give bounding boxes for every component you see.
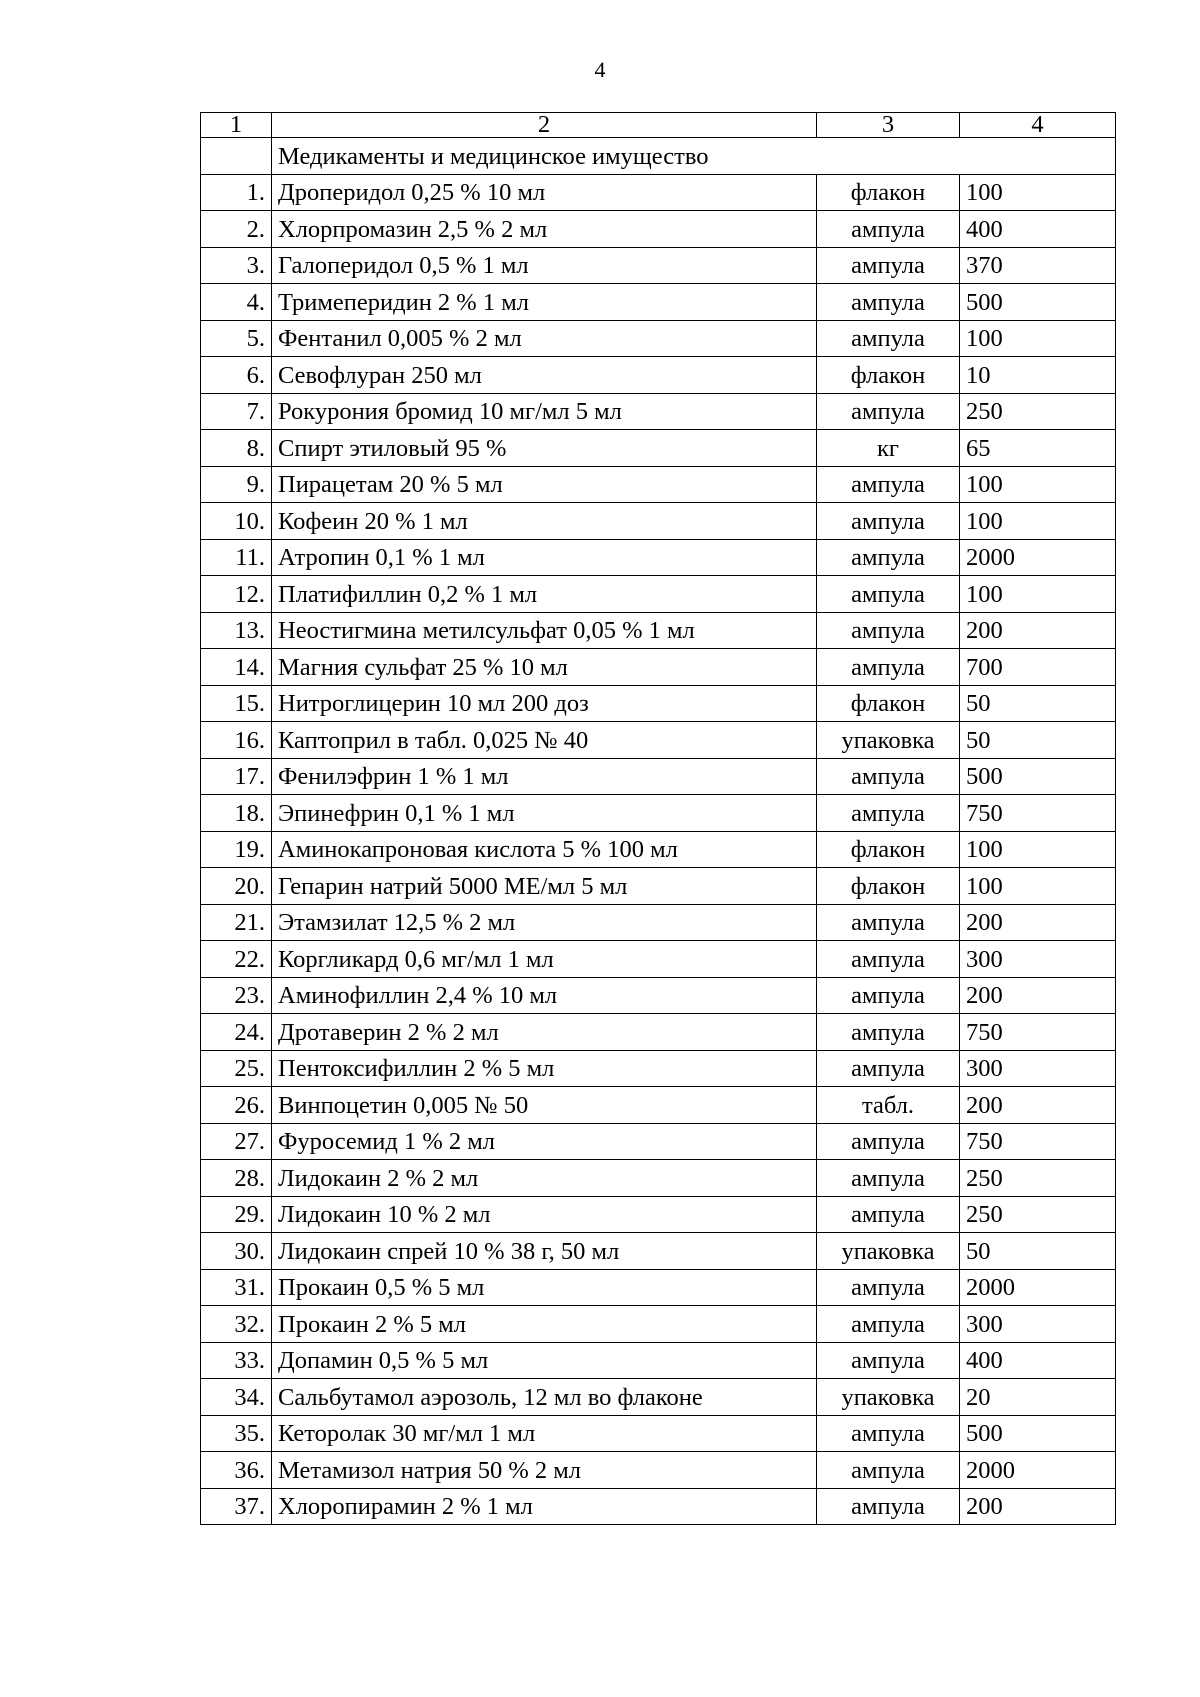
- unit-cell: ампула: [817, 1050, 960, 1087]
- row-number-cell: 28.: [201, 1160, 272, 1197]
- row-number-cell: 37.: [201, 1488, 272, 1525]
- table-row: [201, 868, 1116, 905]
- quantity-cell: 200: [960, 1488, 1116, 1525]
- medication-name-cell: Фуросемид 1 % 2 мл: [272, 1123, 817, 1160]
- table-row: [201, 795, 1116, 832]
- medication-name-cell: Магния сульфат 25 % 10 мл: [272, 649, 817, 686]
- table-row: [201, 247, 1116, 284]
- row-number-cell: 10.: [201, 503, 272, 540]
- unit-cell: флакон: [817, 685, 960, 722]
- medication-name-cell: Аминокапроновая кислота 5 % 100 мл: [272, 831, 817, 868]
- row-number-cell: 17.: [201, 758, 272, 795]
- table-row: [201, 1306, 1116, 1343]
- quantity-cell: 100: [960, 503, 1116, 540]
- quantity-cell: 300: [960, 1050, 1116, 1087]
- quantity-cell: 500: [960, 758, 1116, 795]
- unit-cell: ампула: [817, 320, 960, 357]
- row-number-cell: 29.: [201, 1196, 272, 1233]
- quantity-cell: 10: [960, 357, 1116, 394]
- medication-name-cell: Рокурония бромид 10 мг/мл 5 мл: [272, 393, 817, 430]
- medication-name-cell: Хлорпромазин 2,5 % 2 мл: [272, 211, 817, 248]
- unit-cell: флакон: [817, 831, 960, 868]
- quantity-cell: 500: [960, 284, 1116, 321]
- unit-cell: ампула: [817, 1269, 960, 1306]
- quantity-cell: 700: [960, 649, 1116, 686]
- table-row: [201, 1087, 1116, 1124]
- row-number-cell: 2.: [201, 211, 272, 248]
- unit-cell: ампула: [817, 466, 960, 503]
- unit-cell: ампула: [817, 1488, 960, 1525]
- unit-cell: флакон: [817, 357, 960, 394]
- row-number-cell: 7.: [201, 393, 272, 430]
- row-number-cell: 30.: [201, 1233, 272, 1270]
- medication-name-cell: Атропин 0,1 % 1 мл: [272, 539, 817, 576]
- quantity-cell: 400: [960, 1342, 1116, 1379]
- row-number-cell: 4.: [201, 284, 272, 321]
- row-number-cell: 15.: [201, 685, 272, 722]
- unit-cell: ампула: [817, 941, 960, 978]
- quantity-cell: 200: [960, 1087, 1116, 1124]
- row-number-cell: 16.: [201, 722, 272, 759]
- unit-cell: ампула: [817, 284, 960, 321]
- unit-cell: ампула: [817, 211, 960, 248]
- quantity-cell: 300: [960, 941, 1116, 978]
- header-row: [201, 113, 1116, 138]
- quantity-cell: 370: [960, 247, 1116, 284]
- table-row: [201, 1452, 1116, 1489]
- quantity-cell: 200: [960, 977, 1116, 1014]
- medication-name-cell: Лидокаин 2 % 2 мл: [272, 1160, 817, 1197]
- quantity-cell: 300: [960, 1306, 1116, 1343]
- quantity-cell: 2000: [960, 539, 1116, 576]
- row-number-cell: 12.: [201, 576, 272, 613]
- table-row: [201, 1233, 1116, 1270]
- row-number-cell: 35.: [201, 1415, 272, 1452]
- medication-name-cell: Этамзилат 12,5 % 2 мл: [272, 904, 817, 941]
- unit-cell: ампула: [817, 612, 960, 649]
- medication-name-cell: Галоперидол 0,5 % 1 мл: [272, 247, 817, 284]
- page-number: 4: [594, 57, 606, 82]
- quantity-cell: 100: [960, 466, 1116, 503]
- medication-name-cell: Прокаин 2 % 5 мл: [272, 1306, 817, 1343]
- medication-name-cell: Хлоропирамин 2 % 1 мл: [272, 1488, 817, 1525]
- column-header-2: 2: [272, 113, 817, 138]
- unit-cell: ампула: [817, 1160, 960, 1197]
- row-number-cell: 6.: [201, 357, 272, 394]
- unit-cell: ампула: [817, 758, 960, 795]
- medication-name-cell: Фентанил 0,005 % 2 мл: [272, 320, 817, 357]
- table-row: [201, 722, 1116, 759]
- unit-cell: ампула: [817, 1342, 960, 1379]
- row-number-cell: 8.: [201, 430, 272, 467]
- row-number-cell: 20.: [201, 868, 272, 905]
- medication-name-cell: Тримеперидин 2 % 1 мл: [272, 284, 817, 321]
- quantity-cell: 100: [960, 320, 1116, 357]
- quantity-cell: 400: [960, 211, 1116, 248]
- quantity-cell: 250: [960, 1196, 1116, 1233]
- table-row: [201, 1123, 1116, 1160]
- medication-name-cell: Дротаверин 2 % 2 мл: [272, 1014, 817, 1051]
- table-row: [201, 466, 1116, 503]
- table-row: [201, 503, 1116, 540]
- medication-name-cell: Дроперидол 0,25 % 10 мл: [272, 174, 817, 211]
- row-number-cell: 13.: [201, 612, 272, 649]
- table-row: [201, 430, 1116, 467]
- unit-cell: ампула: [817, 1452, 960, 1489]
- row-number-cell: 32.: [201, 1306, 272, 1343]
- section-title: Медикаменты и медицинское имущество: [272, 138, 1116, 175]
- column-header-4: 4: [960, 113, 1116, 138]
- table-row: [201, 357, 1116, 394]
- quantity-cell: 50: [960, 722, 1116, 759]
- unit-cell: ампула: [817, 539, 960, 576]
- quantity-cell: 20: [960, 1379, 1116, 1416]
- unit-cell: ампула: [817, 1306, 960, 1343]
- unit-cell: ампула: [817, 1123, 960, 1160]
- unit-cell: упаковка: [817, 722, 960, 759]
- row-number-cell: 9.: [201, 466, 272, 503]
- row-number-cell: 23.: [201, 977, 272, 1014]
- row-number-cell: 3.: [201, 247, 272, 284]
- row-number-cell: 21.: [201, 904, 272, 941]
- table-row: [201, 1269, 1116, 1306]
- row-number-cell: 14.: [201, 649, 272, 686]
- quantity-cell: 250: [960, 393, 1116, 430]
- unit-cell: ампула: [817, 649, 960, 686]
- unit-cell: ампула: [817, 576, 960, 613]
- table-row: [201, 685, 1116, 722]
- unit-cell: ампула: [817, 503, 960, 540]
- medication-name-cell: Пирацетам 20 % 5 мл: [272, 466, 817, 503]
- table-row: [201, 1196, 1116, 1233]
- medication-name-cell: Фенилэфрин 1 % 1 мл: [272, 758, 817, 795]
- medication-name-cell: Нитроглицерин 10 мл 200 доз: [272, 685, 817, 722]
- unit-cell: ампула: [817, 977, 960, 1014]
- quantity-cell: 200: [960, 612, 1116, 649]
- table-row: [201, 649, 1116, 686]
- unit-cell: кг: [817, 430, 960, 467]
- row-number-cell: 24.: [201, 1014, 272, 1051]
- row-number-cell: 33.: [201, 1342, 272, 1379]
- quantity-cell: 50: [960, 685, 1116, 722]
- table-row: [201, 211, 1116, 248]
- medication-name-cell: Кофеин 20 % 1 мл: [272, 503, 817, 540]
- medication-name-cell: Аминофиллин 2,4 % 10 мл: [272, 977, 817, 1014]
- table-row: [201, 284, 1116, 321]
- row-number-cell: 36.: [201, 1452, 272, 1489]
- unit-cell: ампула: [817, 904, 960, 941]
- row-number-cell: 5.: [201, 320, 272, 357]
- unit-cell: упаковка: [817, 1379, 960, 1416]
- quantity-cell: 750: [960, 1014, 1116, 1051]
- table-row: [201, 1050, 1116, 1087]
- medication-name-cell: Пентоксифиллин 2 % 5 мл: [272, 1050, 817, 1087]
- row-number-cell: 22.: [201, 941, 272, 978]
- table-row: [201, 758, 1116, 795]
- unit-cell: флакон: [817, 868, 960, 905]
- unit-cell: ампула: [817, 1196, 960, 1233]
- unit-cell: ампула: [817, 247, 960, 284]
- table-row: [201, 941, 1116, 978]
- row-number-cell: 18.: [201, 795, 272, 832]
- table-row: [201, 320, 1116, 357]
- row-number-cell: 25.: [201, 1050, 272, 1087]
- quantity-cell: 65: [960, 430, 1116, 467]
- table-row: [201, 1379, 1116, 1416]
- medication-name-cell: Каптоприл в табл. 0,025 № 40: [272, 722, 817, 759]
- medication-name-cell: Винпоцетин 0,005 № 50: [272, 1087, 817, 1124]
- row-number-cell: 31.: [201, 1269, 272, 1306]
- column-header-1: 1: [201, 113, 272, 138]
- table-row: [201, 612, 1116, 649]
- table-row: [201, 174, 1116, 211]
- table-row: [201, 977, 1116, 1014]
- unit-cell: ампула: [817, 1415, 960, 1452]
- medication-name-cell: Эпинефрин 0,1 % 1 мл: [272, 795, 817, 832]
- medication-name-cell: Гепарин натрий 5000 МЕ/мл 5 мл: [272, 868, 817, 905]
- medication-name-cell: Коргликард 0,6 мг/мл 1 мл: [272, 941, 817, 978]
- table-row: [201, 1488, 1116, 1525]
- row-number-cell: 26.: [201, 1087, 272, 1124]
- quantity-cell: 2000: [960, 1269, 1116, 1306]
- quantity-cell: 200: [960, 904, 1116, 941]
- medication-name-cell: Метамизол натрия 50 % 2 мл: [272, 1452, 817, 1489]
- table-row: [201, 1342, 1116, 1379]
- row-number-cell: 1.: [201, 174, 272, 211]
- table-row: [201, 1160, 1116, 1197]
- unit-cell: табл.: [817, 1087, 960, 1124]
- medication-name-cell: Сальбутамол аэрозоль, 12 мл во флаконе: [272, 1379, 817, 1416]
- quantity-cell: 500: [960, 1415, 1116, 1452]
- row-number-cell: 34.: [201, 1379, 272, 1416]
- quantity-cell: 100: [960, 174, 1116, 211]
- unit-cell: упаковка: [817, 1233, 960, 1270]
- unit-cell: ампула: [817, 1014, 960, 1051]
- quantity-cell: 50: [960, 1233, 1116, 1270]
- unit-cell: ампула: [817, 795, 960, 832]
- medication-name-cell: Спирт этиловый 95 %: [272, 430, 817, 467]
- table-row: [201, 1415, 1116, 1452]
- table-row: [201, 831, 1116, 868]
- medication-name-cell: Лидокаин спрей 10 % 38 г, 50 мл: [272, 1233, 817, 1270]
- section-empty-cell: [201, 138, 272, 175]
- table-row: [201, 539, 1116, 576]
- medication-name-cell: Севофлуран 250 мл: [272, 357, 817, 394]
- unit-cell: флакон: [817, 174, 960, 211]
- medication-name-cell: Кеторолак 30 мг/мл 1 мл: [272, 1415, 817, 1452]
- table-row: [201, 904, 1116, 941]
- quantity-cell: 100: [960, 831, 1116, 868]
- medication-name-cell: Допамин 0,5 % 5 мл: [272, 1342, 817, 1379]
- quantity-cell: 750: [960, 1123, 1116, 1160]
- medication-name-cell: Прокаин 0,5 % 5 мл: [272, 1269, 817, 1306]
- quantity-cell: 250: [960, 1160, 1116, 1197]
- section-row: [201, 138, 1116, 175]
- quantity-cell: 2000: [960, 1452, 1116, 1489]
- row-number-cell: 11.: [201, 539, 272, 576]
- quantity-cell: 750: [960, 795, 1116, 832]
- medication-name-cell: Лидокаин 10 % 2 мл: [272, 1196, 817, 1233]
- medication-name-cell: Платифиллин 0,2 % 1 мл: [272, 576, 817, 613]
- row-number-cell: 19.: [201, 831, 272, 868]
- quantity-cell: 100: [960, 576, 1116, 613]
- column-header-3: 3: [817, 113, 960, 138]
- medications-table: [200, 112, 1116, 1525]
- unit-cell: ампула: [817, 393, 960, 430]
- table-row: [201, 1014, 1116, 1051]
- row-number-cell: 27.: [201, 1123, 272, 1160]
- quantity-cell: 100: [960, 868, 1116, 905]
- table-row: [201, 393, 1116, 430]
- table-row: [201, 576, 1116, 613]
- medication-name-cell: Неостигмина метилсульфат 0,05 % 1 мл: [272, 612, 817, 649]
